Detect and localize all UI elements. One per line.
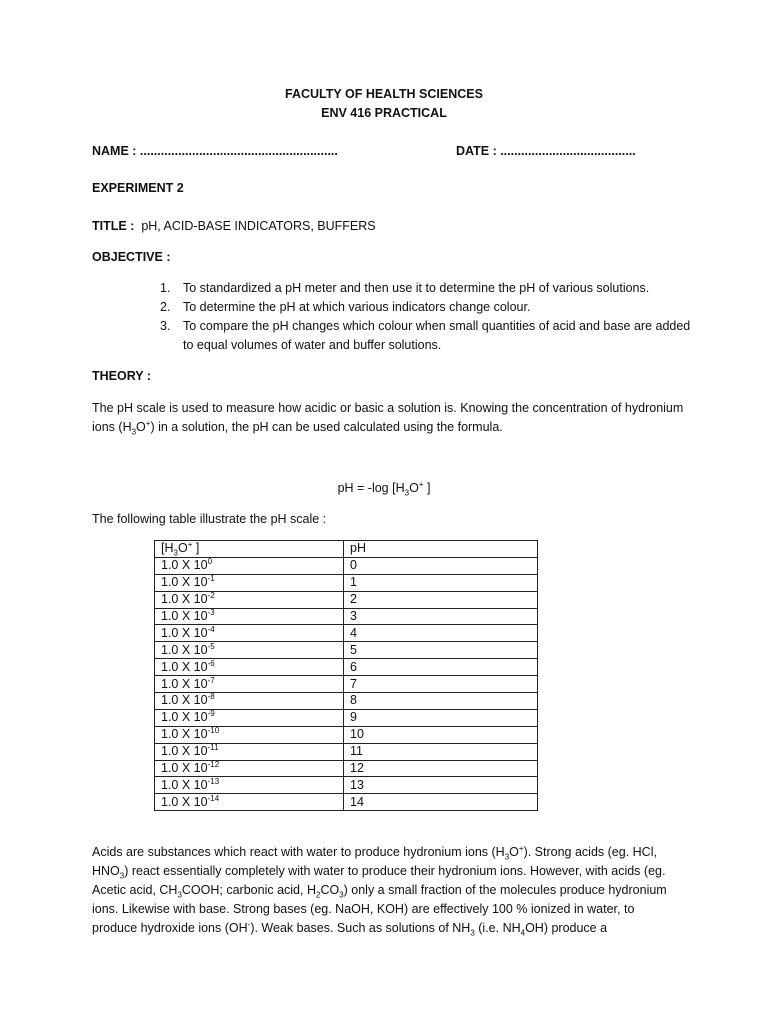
table-header-row	[155, 541, 538, 558]
experiment-label: EXPERIMENT 2	[92, 181, 184, 195]
table-row	[155, 743, 538, 760]
table-row	[155, 574, 538, 591]
title-value: pH, ACID-BASE INDICATORS, BUFFERS	[141, 219, 376, 233]
objective-heading: OBJECTIVE :	[92, 250, 171, 264]
header-concentration: [$H_3O^+$ ]	[155, 541, 344, 558]
objective-text: To standardized a pH meter and then use it to determine the pH of various solutions.	[183, 281, 650, 295]
table-row	[155, 726, 538, 743]
ph-cell: 13	[344, 777, 538, 794]
table-row	[155, 608, 538, 625]
table-row	[155, 642, 538, 659]
table-intro: The following table illustrate the pH scale :	[92, 512, 327, 526]
objective-number: 2.	[160, 300, 171, 314]
faculty-heading: FACULTY OF HEALTH SCIENCES	[285, 87, 483, 101]
course-heading: ENV 416 PRACTICAL	[321, 106, 447, 120]
theory-heading: THEORY :	[92, 369, 152, 383]
ph-cell: 11	[344, 743, 538, 760]
objective-text: To compare the pH changes which colour when small quantities of acid and base are added to equal volumes of water and buffer solutions.	[183, 319, 691, 352]
ph-cell: 14	[344, 794, 538, 811]
concentration-cell: 1.0 X $10^0$	[155, 557, 344, 574]
ph-cell: 9	[344, 709, 538, 726]
name-field: NAME : .........................................................	[92, 144, 338, 158]
concentration-cell: 1.0 X $10^{-11}$	[155, 743, 344, 760]
ph-cell: 3	[344, 608, 538, 625]
objective-number: 3.	[160, 319, 171, 333]
title-label: TITLE :	[92, 219, 135, 233]
ph-cell: 0	[344, 557, 538, 574]
title-line	[92, 219, 376, 233]
objective-number: 1.	[160, 281, 171, 295]
concentration-cell: 1.0 X $10^{-9}$	[155, 709, 344, 726]
table-row	[155, 659, 538, 676]
table-row	[155, 625, 538, 642]
table-row	[155, 709, 538, 726]
concentration-cell: 1.0 X $10^{-5}$	[155, 642, 344, 659]
objective-item	[160, 298, 700, 317]
theory-paragraph: The pH scale is used to measure how acidic or basic a solution is. Knowing the concentration of hydronium ions $(H_3O^+)$ in a solution, the pH can be used calculated using the formula.	[92, 401, 684, 437]
date-field: DATE : .......................................	[456, 144, 636, 158]
table-row	[155, 760, 538, 777]
ph-cell: 1	[344, 574, 538, 591]
ph-scale-table	[154, 540, 538, 811]
ph-cell: 5	[344, 642, 538, 659]
concentration-cell: 1.0 X $10^{-7}$	[155, 676, 344, 693]
ph-cell: 10	[344, 726, 538, 743]
concentration-cell: 1.0 X $10^{-2}$	[155, 591, 344, 608]
ph-cell: 6	[344, 659, 538, 676]
table-row	[155, 676, 538, 693]
header-ph: pH	[344, 541, 538, 558]
concentration-cell: 1.0 X $10^{-1}$	[155, 574, 344, 591]
concentration-cell: 1.0 X $10^{-3}$	[155, 608, 344, 625]
objective-list	[160, 279, 700, 355]
acids-paragraph: Acids are substances which react with water to produce hydronium ions $(H_3O^+)$. Strong acids (eg. HCl, $HNO_3$) react essentially completely with water to produce their hydronium ions. However, with acids (eg. Acetic acid, $CH_3COOH$; carbonic acid, $H_2CO_3$) only a small fraction of the molecules produce hydronium ions. Likewise with base. Strong bases (eg. NaOH, KOH) are effectively 100 % ionized in water, to produce hydroxide ions (OH-). Weak bases. Such as solutions of $NH_3$ (i.e. $NH_4OH$) produce a	[92, 843, 667, 938]
table-row	[155, 794, 538, 811]
table-row	[155, 591, 538, 608]
ph-cell: 8	[344, 693, 538, 710]
ph-cell: 2	[344, 591, 538, 608]
ph-cell: 7	[344, 676, 538, 693]
concentration-cell: 1.0 X $10^{-8}$	[155, 693, 344, 710]
concentration-cell: 1.0 X $10^{-10}$	[155, 726, 344, 743]
concentration-cell: 1.0 X $10^{-4}$	[155, 625, 344, 642]
concentration-cell: 1.0 X $10^{-12}$	[155, 760, 344, 777]
objective-text: To determine the pH at which various indicators change colour.	[183, 300, 531, 314]
ph-cell: 4	[344, 625, 538, 642]
table-row	[155, 557, 538, 574]
concentration-cell: 1.0 X $10^{-13}$	[155, 777, 344, 794]
concentration-cell: 1.0 X $10^{-14}$	[155, 794, 344, 811]
objective-item	[160, 317, 700, 355]
objective-item	[160, 279, 700, 298]
table-row	[155, 777, 538, 794]
concentration-cell: 1.0 X $10^{-6}$	[155, 659, 344, 676]
table-row	[155, 693, 538, 710]
ph-formula: pH = -log [$H_3O^+$ ]	[337, 479, 431, 498]
ph-cell: 12	[344, 760, 538, 777]
